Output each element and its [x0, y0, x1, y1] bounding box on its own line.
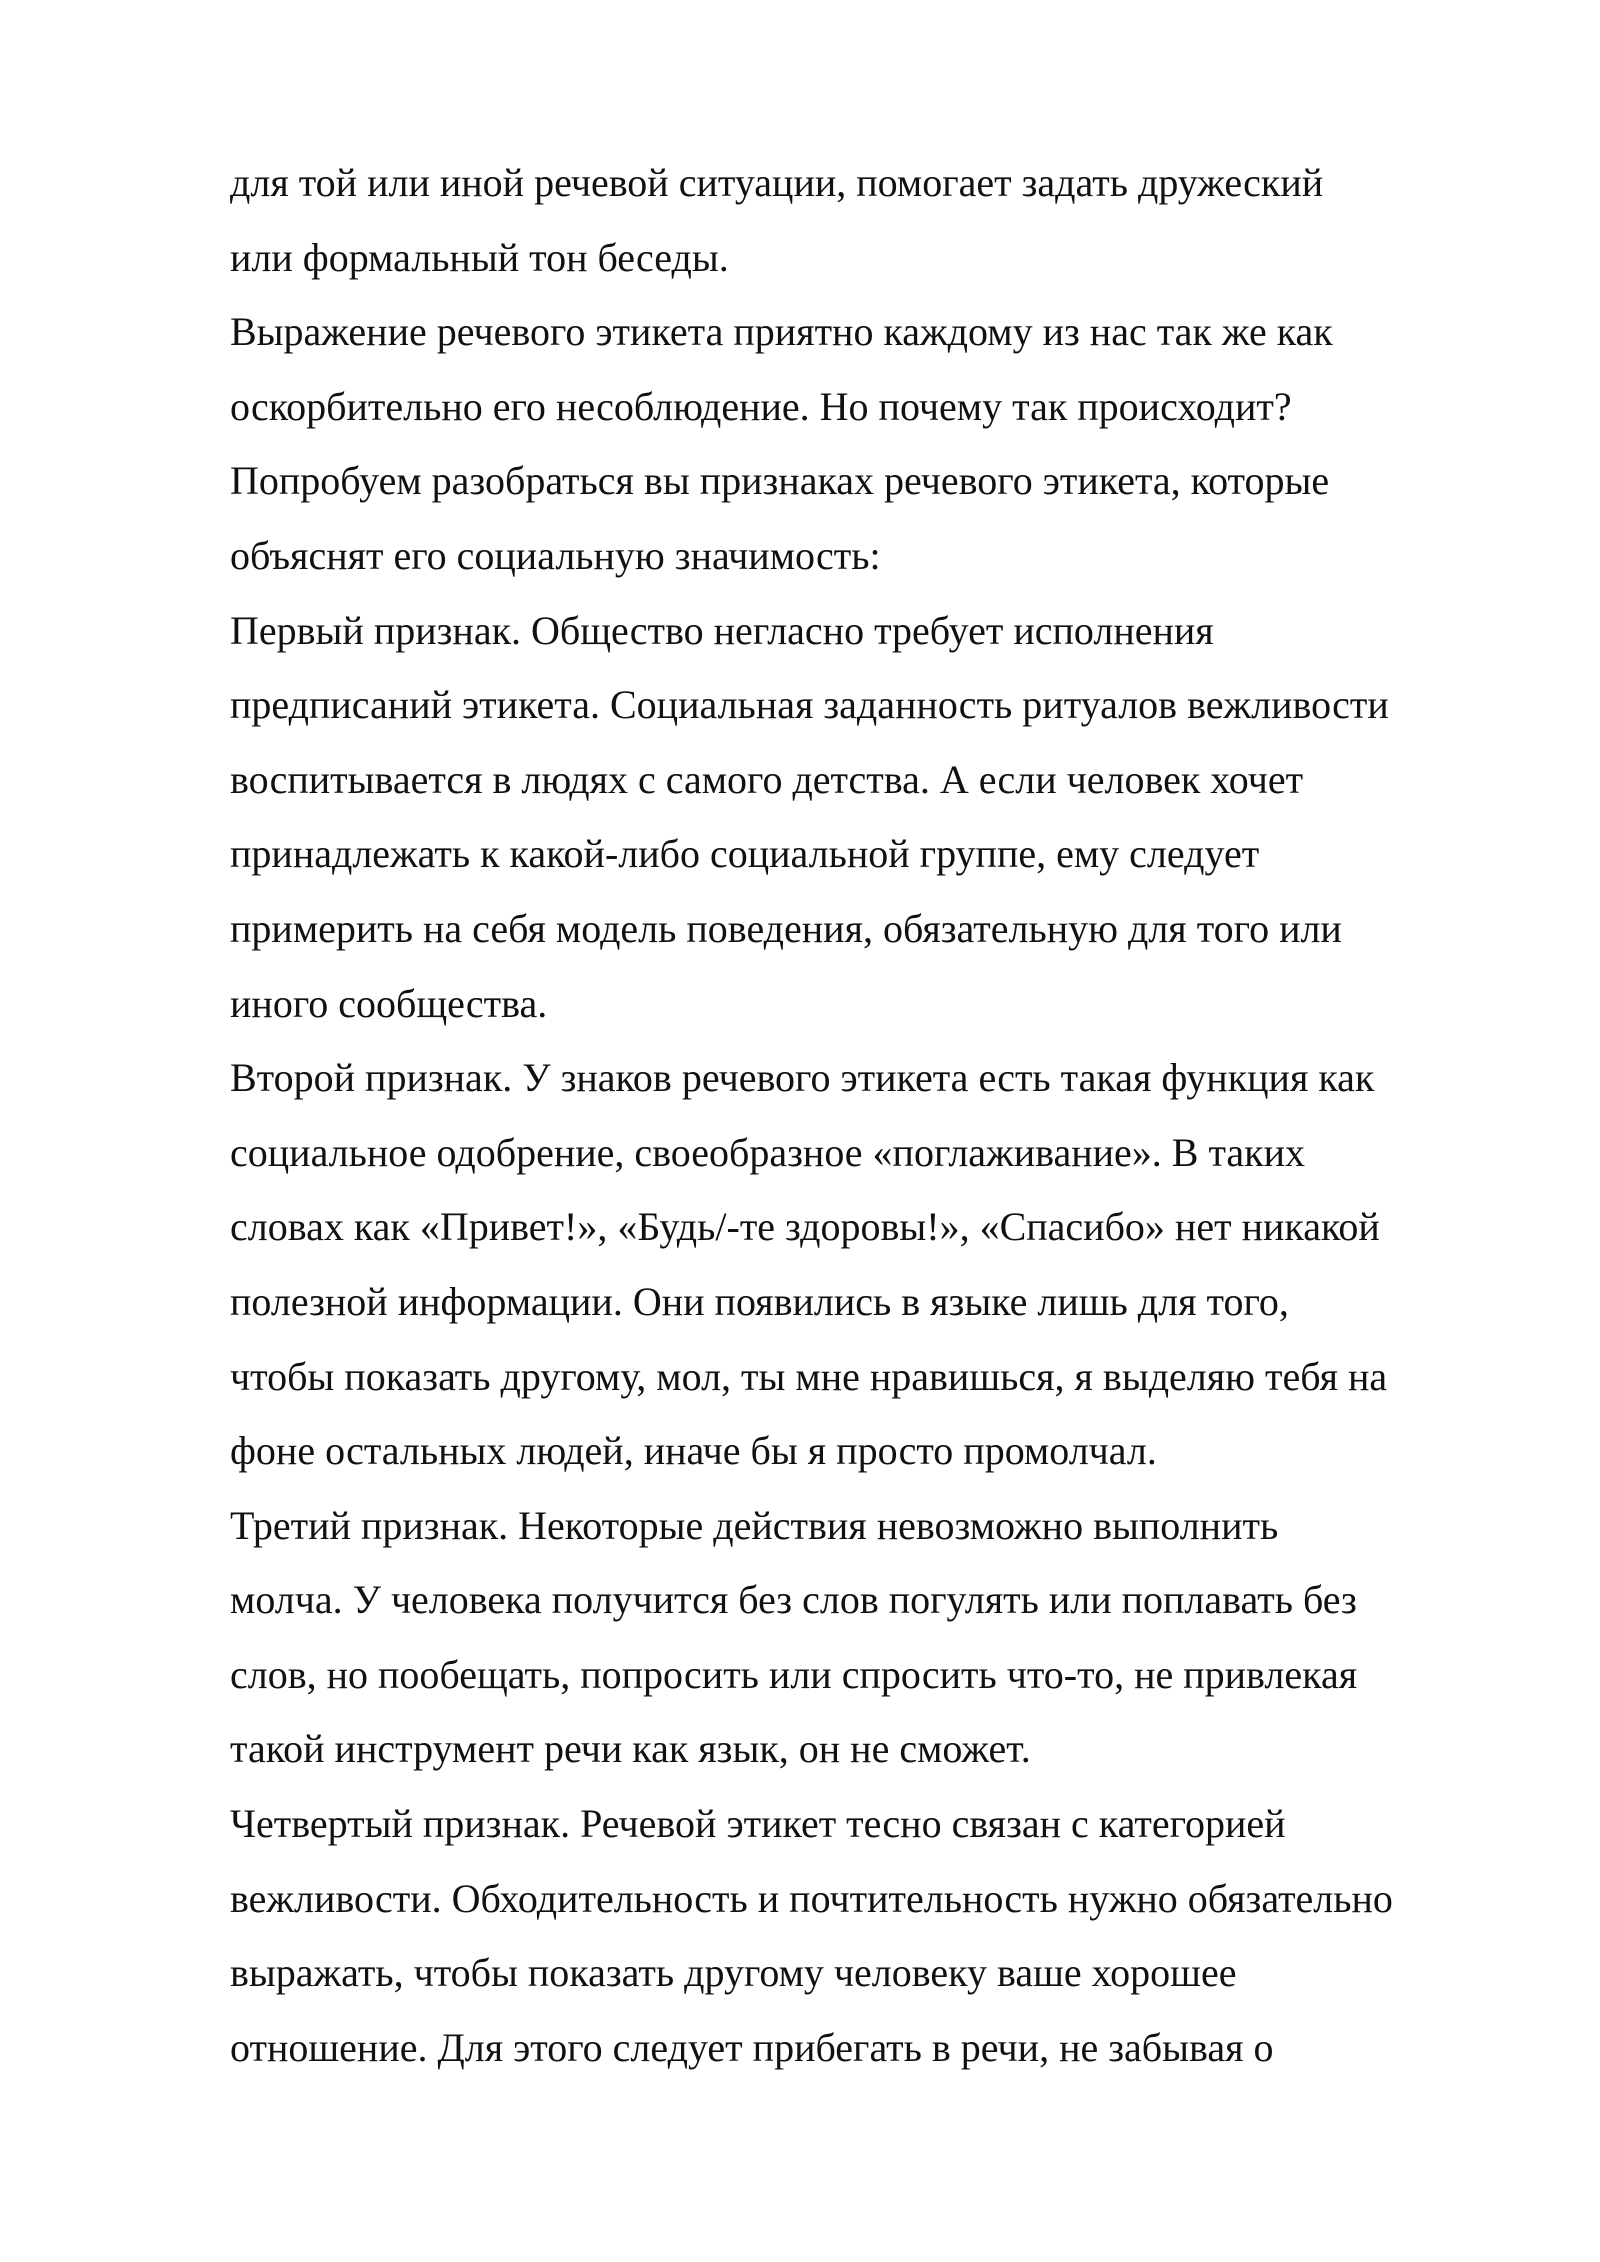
text-line: Первый признак. Общество негласно требует исполнения: [230, 607, 1214, 653]
text-line: принадлежать к какой-либо социальной группе, ему следует: [230, 831, 1260, 877]
text-line: социальное одобрение, своеобразное «поглаживание». В таких: [230, 1129, 1306, 1175]
text-line: предписаний этикета. Социальная заданность ритуалов вежливости: [230, 682, 1389, 728]
text-line: вежливости. Обходительность и почтительность нужно обязательно: [230, 1875, 1393, 1921]
text-line: Попробуем разобраться вы признаках речевого этикета, которые: [230, 458, 1330, 504]
text-line: воспитывается в людях с самого детства. А если человек хочет: [230, 756, 1304, 802]
text-line: такой инструмент речи как язык, он не сможет.: [230, 1726, 1031, 1772]
text-line: или формальный тон беседы.: [230, 234, 729, 280]
text-line: Четвертый признак. Речевой этикет тесно связан с категорией: [230, 1801, 1286, 1847]
text-line: полезной информации. Они появились в языке лишь для того,: [230, 1278, 1289, 1324]
text-line: отношение. Для этого следует прибегать в речи, не забывая о: [230, 2024, 1274, 2070]
body-text: [230, 146, 1530, 2085]
text-line: Второй признак. У знаков речевого этикета есть такая функция как: [230, 1055, 1375, 1101]
text-line: примерить на себя модель поведения, обязательную для того или: [230, 905, 1342, 951]
text-line: словах как «Привет!», «Будь/-те здоровы!», «Спасибо» нет никакой: [230, 1204, 1380, 1250]
text-line: слов, но пообещать, попросить или спросить что-то, не привлекая: [230, 1651, 1358, 1697]
text-line: молча. У человека получится без слов погулять или поплавать без: [230, 1577, 1357, 1623]
text-line: объяснят его социальную значимость:: [230, 532, 881, 578]
text-line: для той или иной речевой ситуации, помогает задать дружеский: [230, 160, 1324, 205]
text-line: иного сообщества.: [230, 980, 548, 1026]
text-line: фоне остальных людей, иначе бы я просто промолчал.: [230, 1428, 1157, 1474]
text-line: оскорбительно его несоблюдение. Но почему так происходит?: [230, 383, 1292, 429]
text-line: чтобы показать другому, мол, ты мне нравишься, я выделяю тебя на: [230, 1353, 1388, 1399]
text-line: Выражение речевого этикета приятно каждому из нас так же как: [230, 309, 1333, 355]
text-line: Третий признак. Некоторые действия невозможно выполнить: [230, 1502, 1279, 1548]
text-line: выражать, чтобы показать другому человеку ваше хорошее: [230, 1950, 1237, 1996]
